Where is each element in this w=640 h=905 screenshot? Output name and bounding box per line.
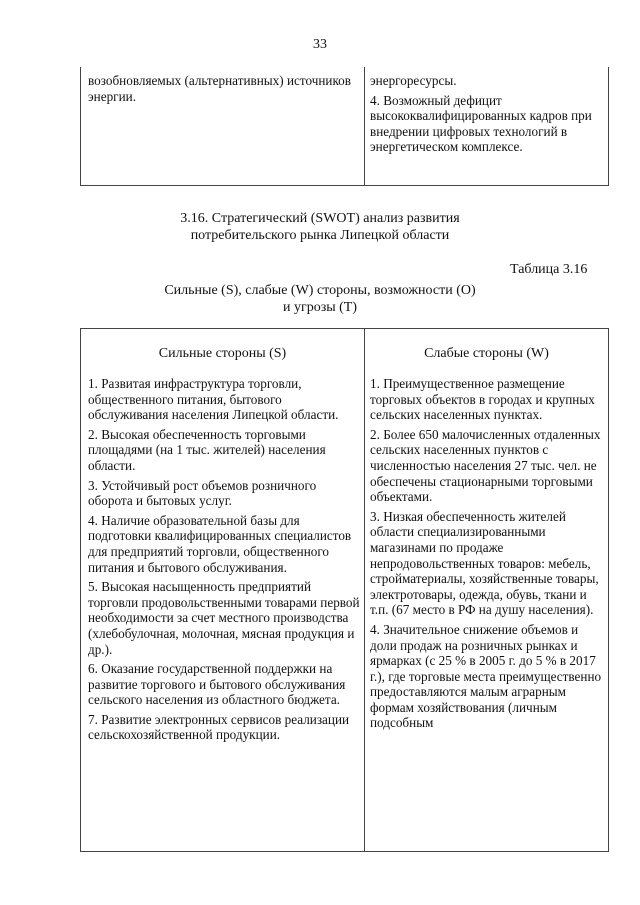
strength-item: 6. Оказание государственной поддержки на развитие торгового и бытового обслуживания сельского населения из областного бюджета. (88, 661, 346, 708)
column-divider (364, 329, 365, 851)
strengths-header: Сильные стороны (S) (158, 346, 287, 361)
swot-table (80, 328, 609, 852)
strength-item: 5. Высокая насыщенность предприятий торговли продовольственными товарами первой необходимости за счет местного производства (хлебобулочная, молочная, мясная продукция и др.). (88, 579, 360, 657)
weakness-item: 4. Значительное снижение объемов и доли продаж на розничных рынках и ярмарках (с 25 % в 2005 г. до 5 % в 2017 г.), где торговые места преимущественно предоставляются малым аграрным формам хозяйствования (личным подсобным (370, 621, 602, 731)
strength-item: 7. Развитие электронных сервисов реализации сельскохозяйственной продукции. (88, 711, 350, 743)
section-heading-line: потребительского рынка Липецкой области (190, 228, 450, 243)
prev-table-left-cell (88, 73, 358, 108)
table-label: Таблица 3.16 (510, 262, 588, 277)
strength-item: 1. Развитая инфраструктура торговли, общественного питания, бытового обслуживания населения Липецкой области. (88, 376, 339, 423)
prev-table-right-cell (370, 73, 606, 159)
section-heading-line: 3.16. Стратегический (SWOT) анализ развития (180, 211, 460, 226)
weakness-item: 1. Преимущественное размещение торговых объектов в городах и крупных сельских населенных пунктах. (370, 376, 595, 423)
weaknesses-column (370, 376, 606, 735)
weaknesses-header: Слабые стороны (W) (424, 346, 549, 361)
weakness-item: 3. Низкая обеспеченность жителей области специализированными магазинами по продаже непродовольственных товаров: мебель, стройматериалы, хозяйственные товары, электротовары, одежда, обувь, ткани и т.п. (67 место в РФ на душу населения). (370, 508, 599, 618)
table-caption-line: Сильные (S), слабые (W) стороны, возможности (O) (164, 283, 476, 298)
table-caption (0, 282, 640, 316)
previous-table-continuation (80, 67, 609, 186)
section-heading (0, 210, 640, 244)
weakness-item: 2. Более 650 малочисленных отдаленных сельских населенных пунктов с численностью населения 27 тыс. чел. не обеспечены стационарными торговыми объектами. (370, 426, 601, 505)
strength-item: 2. Высокая обеспеченность торговыми площадями (на 1 тыс. жителей) населения области. (88, 426, 326, 473)
prev-right-text: 4. Возможный дефицит высококвалифицированных кадров при внедрении цифровых технологий в энергетическом комплексе. (370, 92, 592, 155)
prev-right-text: энергоресурсы. (370, 73, 457, 88)
column-divider (364, 67, 365, 185)
page-number: 33 (313, 37, 327, 52)
table-caption-line: и угрозы (T) (282, 300, 358, 315)
strength-item: 4. Наличие образовательной базы для подготовки квалифицированных специалистов для предприятий торговли, общественного питания и бытового обслуживания. (88, 512, 352, 575)
strengths-column (88, 376, 360, 747)
strength-item: 3. Устойчивый рост объемов розничного оборота и бытовых услуг. (88, 477, 317, 509)
prev-left-text: возобновляемых (альтернативных) источников энергии. (88, 73, 352, 104)
